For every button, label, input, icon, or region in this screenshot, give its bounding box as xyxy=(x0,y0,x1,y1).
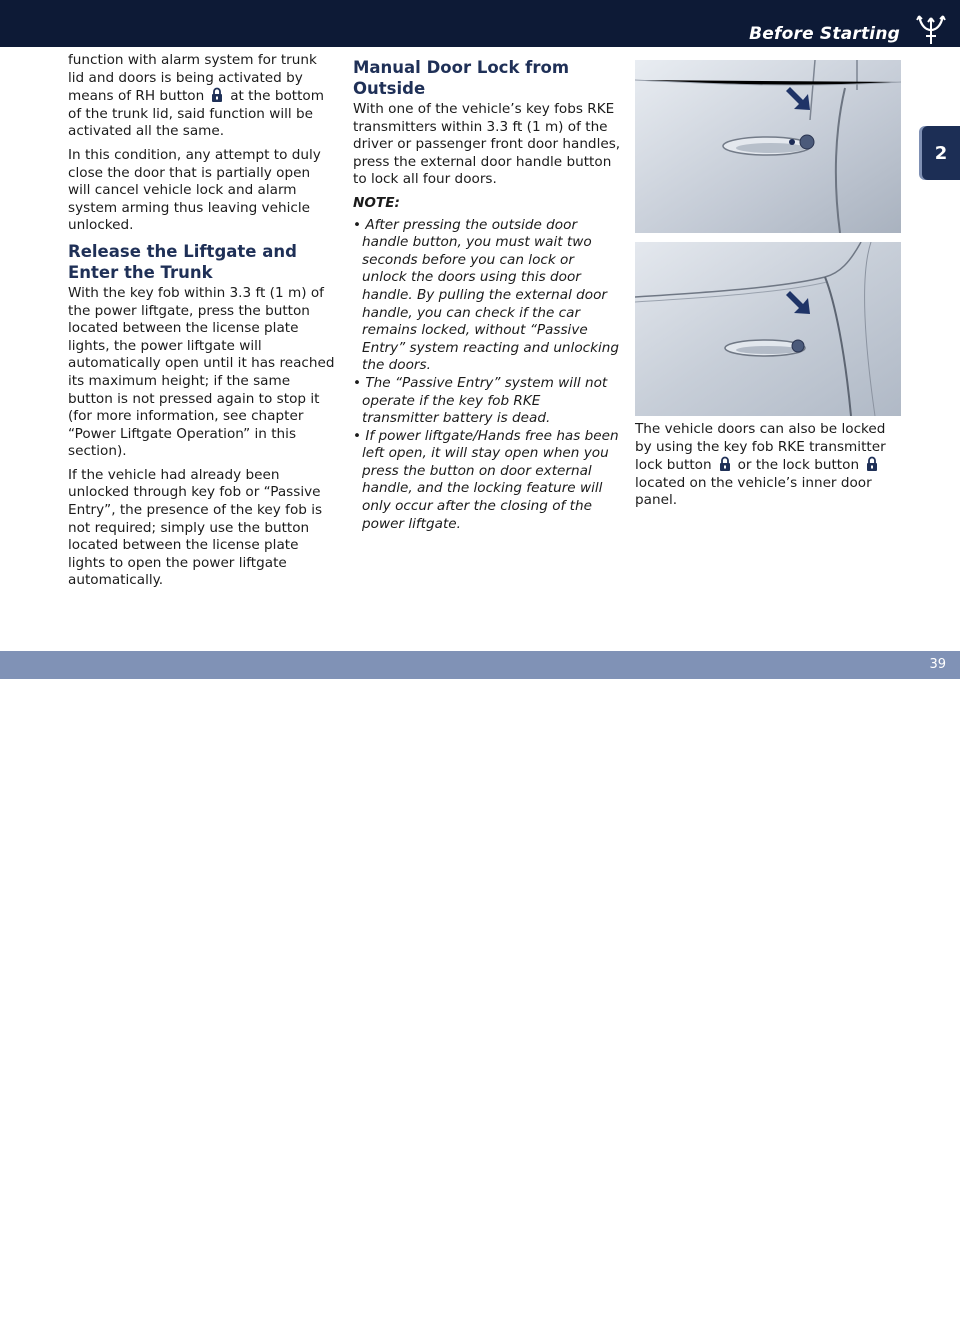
list-item: • If power liftgate/Hands free has been left open, it will stay open when you press the button on door external handle, and the locking feature will only occur after the closing of the power liftgate. xyxy=(353,427,619,532)
list-item: • The “Passive Entry” system will not operate if the key fob RKE transmitter battery is dead. xyxy=(353,374,608,427)
column-left xyxy=(68,52,336,596)
column-middle xyxy=(353,57,621,533)
note-list xyxy=(353,217,621,534)
column-right xyxy=(635,421,903,516)
page-header xyxy=(0,0,960,47)
list-item: • After pressing the outside door handle button, you must wait two seconds before you can lock or unlock the doors using this door handle. By pulling the external door handle, you can check if the car remains locked, without “Passive Entry” system reacting and unlocking the doors. xyxy=(353,216,620,374)
paragraph: In this condition, any attempt to duly close the door that is partially open will cancel vehicle lock and alarm system arming thus leaving vehicle unlocked. xyxy=(68,146,321,234)
paragraph-text: located on the vehicle’s inner door panel. xyxy=(635,474,872,509)
trident-icon xyxy=(914,10,948,46)
lock-icon xyxy=(210,87,224,103)
page-footer xyxy=(0,651,960,1329)
door-handle-photo-front xyxy=(635,60,901,233)
chapter-tab[interactable]: 2 xyxy=(922,126,960,180)
section-heading: Release the Liftgate and Enter the Trunk xyxy=(68,241,297,282)
paragraph: If the vehicle had already been unlocked through key fob or “Passive Entry”, the presence of the key fob is not required; simply use the button located between the license plate lights to open the power liftgate automatically. xyxy=(68,466,323,589)
paragraph-text: at the bottom of the trunk lid, said function will be activated all the same. xyxy=(68,88,324,140)
door-handle-photo-rear xyxy=(635,242,901,416)
section-heading: Manual Door Lock from Outside xyxy=(353,58,570,98)
watermark: carmanualsonline.info xyxy=(505,1291,907,1329)
paragraph-text: function with alarm system for trunk lid and doors is being activated by means of RH button xyxy=(68,52,317,105)
lock-icon xyxy=(718,456,732,472)
paragraph: With the key fob within 3.3 ft (1 m) of the power liftgate, press the button located between the license plate lights, the power liftgate will automatically open until it has reached its maximum height; if the same button is not pressed again to stop it (for more information, see chapter “Power Liftgate Operation” in this section). xyxy=(68,284,335,460)
section-title: Before Starting xyxy=(749,24,900,44)
paragraph xyxy=(635,421,903,510)
paragraph-text: or the lock button xyxy=(737,457,860,474)
paragraph: With one of the vehicle’s key fobs RKE transmitters within 3.3 ft (1 m) of the driver or passenger front door handles, press the external door handle button to lock all four doors. xyxy=(353,101,621,188)
lock-icon xyxy=(865,456,879,472)
note-label: NOTE: xyxy=(353,194,400,211)
page-number: 39 xyxy=(929,657,946,672)
paragraph-text: The vehicle doors can also be locked by using the key fob RKE transmitter lock button xyxy=(635,421,886,474)
paragraph xyxy=(68,52,336,141)
